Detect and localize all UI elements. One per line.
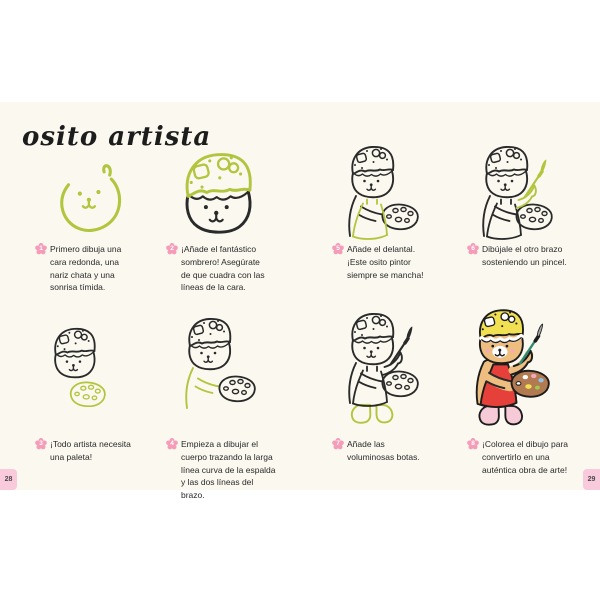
step-number: 3 — [39, 440, 43, 447]
illustration-step-6-brush — [477, 140, 569, 245]
step-8 — [467, 438, 571, 476]
step-text: Primero dibuja una cara redonda, una nariz chata y una sonrisa tímida. — [50, 244, 122, 293]
step-number: 6 — [471, 245, 475, 252]
step-2-badge — [166, 243, 178, 255]
step-4 — [166, 438, 278, 502]
step-2 — [166, 243, 270, 294]
step-7 — [332, 438, 434, 464]
step-6-badge — [467, 243, 479, 255]
step-4-badge — [166, 438, 178, 450]
step-number: 1 — [39, 245, 43, 252]
illustration-step-7-boots — [343, 307, 435, 425]
illustration-step-3-palette — [50, 326, 108, 407]
step-number: 8 — [471, 440, 475, 447]
step-1 — [35, 243, 135, 294]
illustration-step-1-face — [54, 158, 138, 239]
step-text: Empieza a dibujar el cuerpo trazando la larga línea curva de la espalda y las dos líneas del brazo. — [181, 439, 276, 500]
page-number-right: 29 — [583, 469, 600, 490]
step-8-badge — [467, 438, 479, 450]
step-7-badge — [332, 438, 344, 450]
step-number: 4 — [170, 440, 174, 447]
step-1-badge — [35, 243, 47, 255]
step-5-badge — [332, 243, 344, 255]
step-text: ¡Colorea el dibujo para convertirlo en una auténtica obra de arte! — [482, 439, 568, 475]
illustration-step-8-colored-bear — [470, 303, 567, 427]
step-text: Dibújale el otro brazo sosteniendo un pincel. — [482, 244, 567, 267]
step-text: ¡Todo artista necesita una paleta! — [50, 439, 131, 462]
step-3 — [35, 438, 135, 464]
step-number: 2 — [170, 245, 174, 252]
step-3-badge — [35, 438, 47, 450]
step-number: 5 — [336, 245, 340, 252]
step-5 — [332, 243, 434, 281]
step-text: ¡Añade el fantástico sombrero! Asegúrate de que cuadra con las líneas de la cara. — [181, 244, 265, 293]
illustration-step-4-body — [180, 312, 272, 417]
step-text: Añade el delantal. ¡Este osito pintor siempre se mancha! — [347, 244, 424, 280]
step-6 — [467, 243, 573, 269]
step-number: 7 — [336, 440, 340, 447]
page-number-left: 28 — [0, 469, 17, 490]
step-text: Añade las voluminosas botas. — [347, 439, 420, 462]
illustration-step-2-hat — [182, 150, 256, 238]
page-title: osito artista — [22, 122, 212, 152]
illustration-step-5-apron — [343, 140, 435, 245]
